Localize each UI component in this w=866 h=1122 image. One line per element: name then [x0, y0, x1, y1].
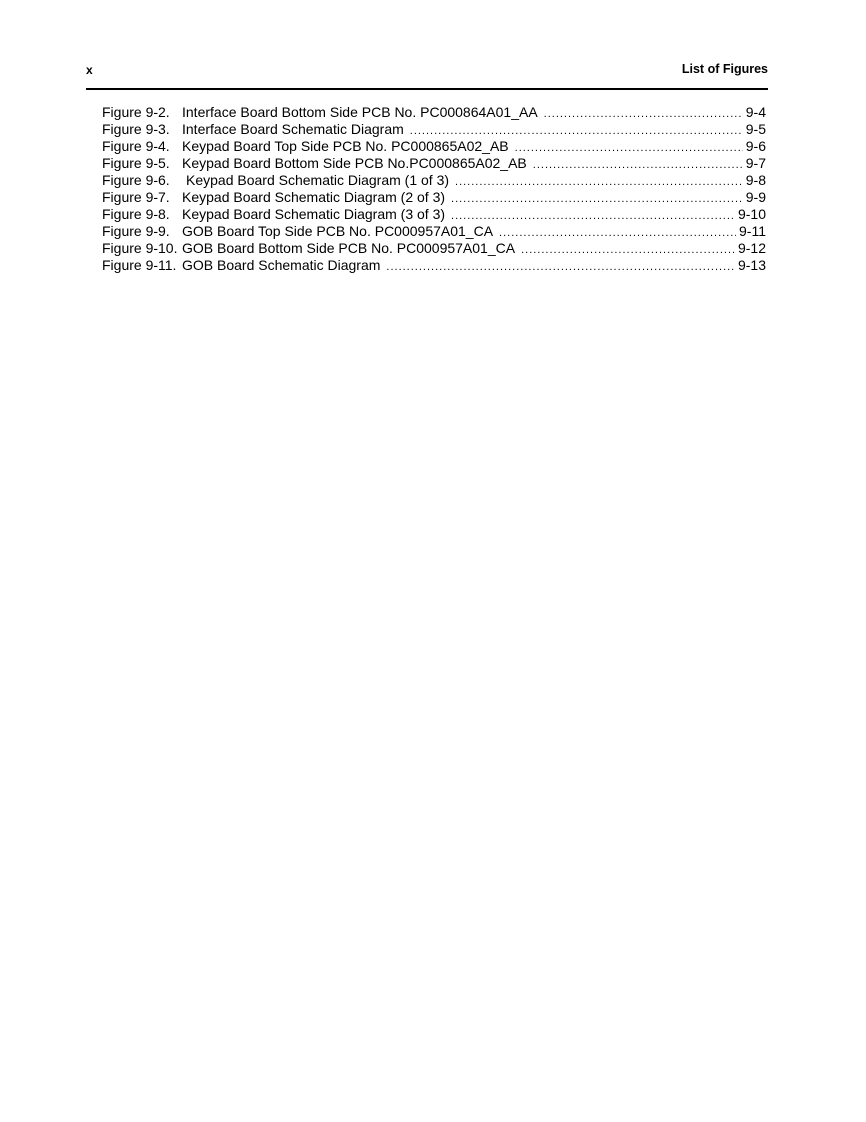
dot-leader [386, 259, 735, 276]
toc-entry[interactable] [102, 104, 766, 121]
dot-leader [515, 140, 743, 157]
figure-page-number: 9-5 [745, 121, 766, 137]
toc-entry[interactable] [102, 257, 766, 274]
figure-title: Keypad Board Top Side PCB No. PC000865A02_AB [182, 138, 509, 154]
figure-label: Figure 9-4. [102, 138, 170, 154]
figure-title: Keypad Board Schematic Diagram (2 of 3) [182, 189, 446, 205]
toc-entry[interactable] [102, 121, 766, 138]
list-of-figures [102, 104, 766, 274]
figure-title: GOB Board Top Side PCB No. PC000957A01_CA [182, 223, 494, 239]
dot-leader [451, 208, 735, 225]
dot-leader [533, 157, 743, 174]
figure-page-number: 9-12 [737, 240, 766, 256]
figure-label: Figure 9-5. [102, 155, 170, 171]
toc-entry[interactable] [102, 172, 766, 189]
figure-title: GOB Board Bottom Side PCB No. PC000957A01_CA [182, 240, 516, 256]
dot-leader [499, 225, 736, 242]
figure-page-number: 9-4 [745, 104, 766, 120]
figure-page-number: 9-6 [745, 138, 766, 154]
running-title: List of Figures [681, 62, 768, 76]
toc-entry[interactable] [102, 223, 766, 240]
figure-page-number: 9-10 [737, 206, 766, 222]
figure-label: Figure 9-2. [102, 104, 170, 120]
figure-title: GOB Board Schematic Diagram [182, 257, 381, 273]
toc-entry[interactable] [102, 155, 766, 172]
dot-leader [544, 106, 743, 123]
dot-leader [455, 174, 743, 191]
toc-entry[interactable] [102, 189, 766, 206]
figure-label: Figure 9-7. [102, 189, 170, 205]
toc-entry[interactable] [102, 206, 766, 223]
figure-page-number: 9-11 [739, 223, 766, 239]
figure-title: Interface Board Schematic Diagram [182, 121, 404, 137]
toc-entry[interactable] [102, 138, 766, 155]
figure-label: Figure 9-10. [102, 240, 178, 256]
figure-page-number: 9-13 [737, 257, 766, 273]
toc-entry[interactable] [102, 240, 766, 257]
header-rule [86, 88, 768, 90]
dot-leader [521, 242, 735, 259]
figure-label: Figure 9-3. [102, 121, 170, 137]
figure-label: Figure 9-8. [102, 206, 170, 222]
dot-leader [451, 191, 743, 208]
figure-page-number: 9-8 [745, 172, 766, 188]
figure-label: Figure 9-11. [102, 257, 177, 273]
figure-title: Interface Board Bottom Side PCB No. PC000864A01_AA [182, 104, 538, 120]
figure-title: Keypad Board Bottom Side PCB No.PC000865A02_AB [182, 155, 527, 171]
figure-title: Keypad Board Schematic Diagram (3 of 3) [182, 206, 446, 222]
figure-title: Keypad Board Schematic Diagram (1 of 3) [186, 172, 450, 188]
figure-label: Figure 9-9. [102, 223, 170, 239]
figure-page-number: 9-9 [745, 189, 766, 205]
page-number: x [86, 63, 93, 77]
figure-label: Figure 9-6. [102, 172, 170, 188]
figure-page-number: 9-7 [745, 155, 766, 171]
